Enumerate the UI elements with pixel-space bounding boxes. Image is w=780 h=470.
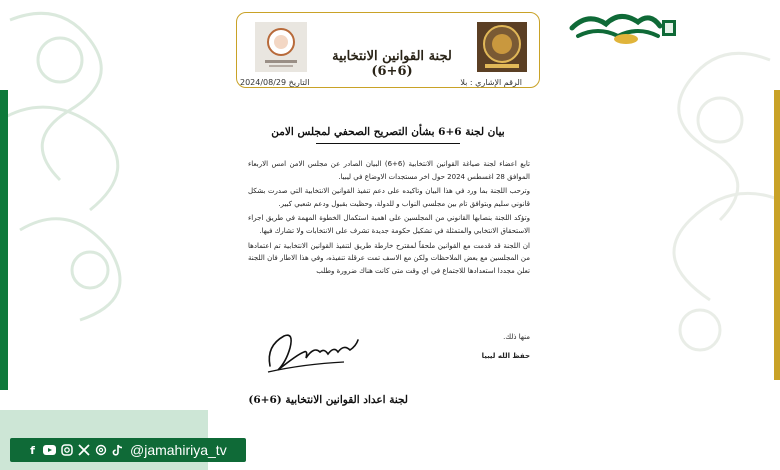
jamahiriya-logo — [568, 6, 680, 46]
letterhead-committee-name: لجنة القوانين الانتخابية (6+6) — [332, 49, 452, 79]
paragraph: تابع اعضاء لجنة صياغة القوانين الانتخابية (6+6) البيان الصادر عن مجلس الامن امس الاربعاء الموافق 28 اغسطس 2024 حول اخر مستجدات الاوضاع في ليبيا. — [248, 160, 530, 181]
x-icon[interactable] — [77, 444, 90, 457]
paragraph: ان اللجنة قد قدمت مع القوانين ملحقاً لمقترح خارطة طريق لتنفيذ القوانين الانتخابية تم اعتمادها من المجلسين مع بعض الملاحظات ولكن مع الاسف تمت عرقلة تنفيذه، وفي هذا الاطار فان اللجنة تعلن مجددا استعدادها للاجتماع في اي وقت متى كانت هناك ضرورة وطلب — [248, 241, 530, 275]
right-accent-bar — [774, 90, 780, 380]
letterhead — [236, 12, 540, 88]
statement-title: بيان لجنة 6+6 بشأن التصريح الصحفي لمجلس الامن — [271, 126, 505, 138]
date-label: التاريخ — [288, 78, 310, 87]
date-line — [240, 78, 309, 87]
closing-line: منها ذلك. — [503, 333, 530, 341]
left-ornament-pattern — [0, 0, 150, 470]
reference-number: الرقم الإشاري : بلا — [460, 78, 522, 87]
right-ornament-pattern — [630, 0, 780, 470]
handwritten-signature — [264, 326, 360, 376]
channel-handle[interactable]: @jamahiriya_tv — [130, 442, 227, 458]
youtube-icon[interactable] — [43, 444, 56, 457]
threads-icon[interactable] — [94, 444, 107, 457]
paragraph: وتؤكد اللجنة بنصابها القانوني من المجلسين على اهمية استكمال الخطوة المهمة في طريق اجراء الاستحقاق الانتخابي والمتمثلة في تشكيل حكومة جديدة تشرف على الانتخابات ولا تشارك فيها. — [248, 214, 530, 235]
paragraph: وترحب اللجنة بما ورد في هذا البيان وتاكيده على دعم تنفيذ القوانين الانتخابية التي صدرت بشكل قانوني سليم وبتوافق تام بين مجلسي النواب و للدولة، وحظيت بقبول ودعم شعبي كبير. — [248, 187, 530, 208]
tiktok-icon[interactable] — [111, 444, 124, 457]
social-bar — [10, 438, 246, 462]
left-accent-bar — [0, 90, 8, 390]
statement-document — [236, 12, 540, 452]
title-underline — [316, 143, 460, 144]
state-seal-icon — [477, 22, 527, 72]
instagram-icon[interactable] — [60, 444, 73, 457]
signoff: حفظ الله ليبيا — [481, 352, 530, 360]
footer-committee-name: لجنة اعداد القوانين الانتخابية (6+6) — [248, 394, 408, 406]
date-value: 2024/08/29 — [240, 78, 287, 87]
facebook-icon[interactable]: f — [30, 443, 35, 457]
committee-emblem-icon — [255, 22, 307, 72]
statement-body — [248, 158, 530, 279]
